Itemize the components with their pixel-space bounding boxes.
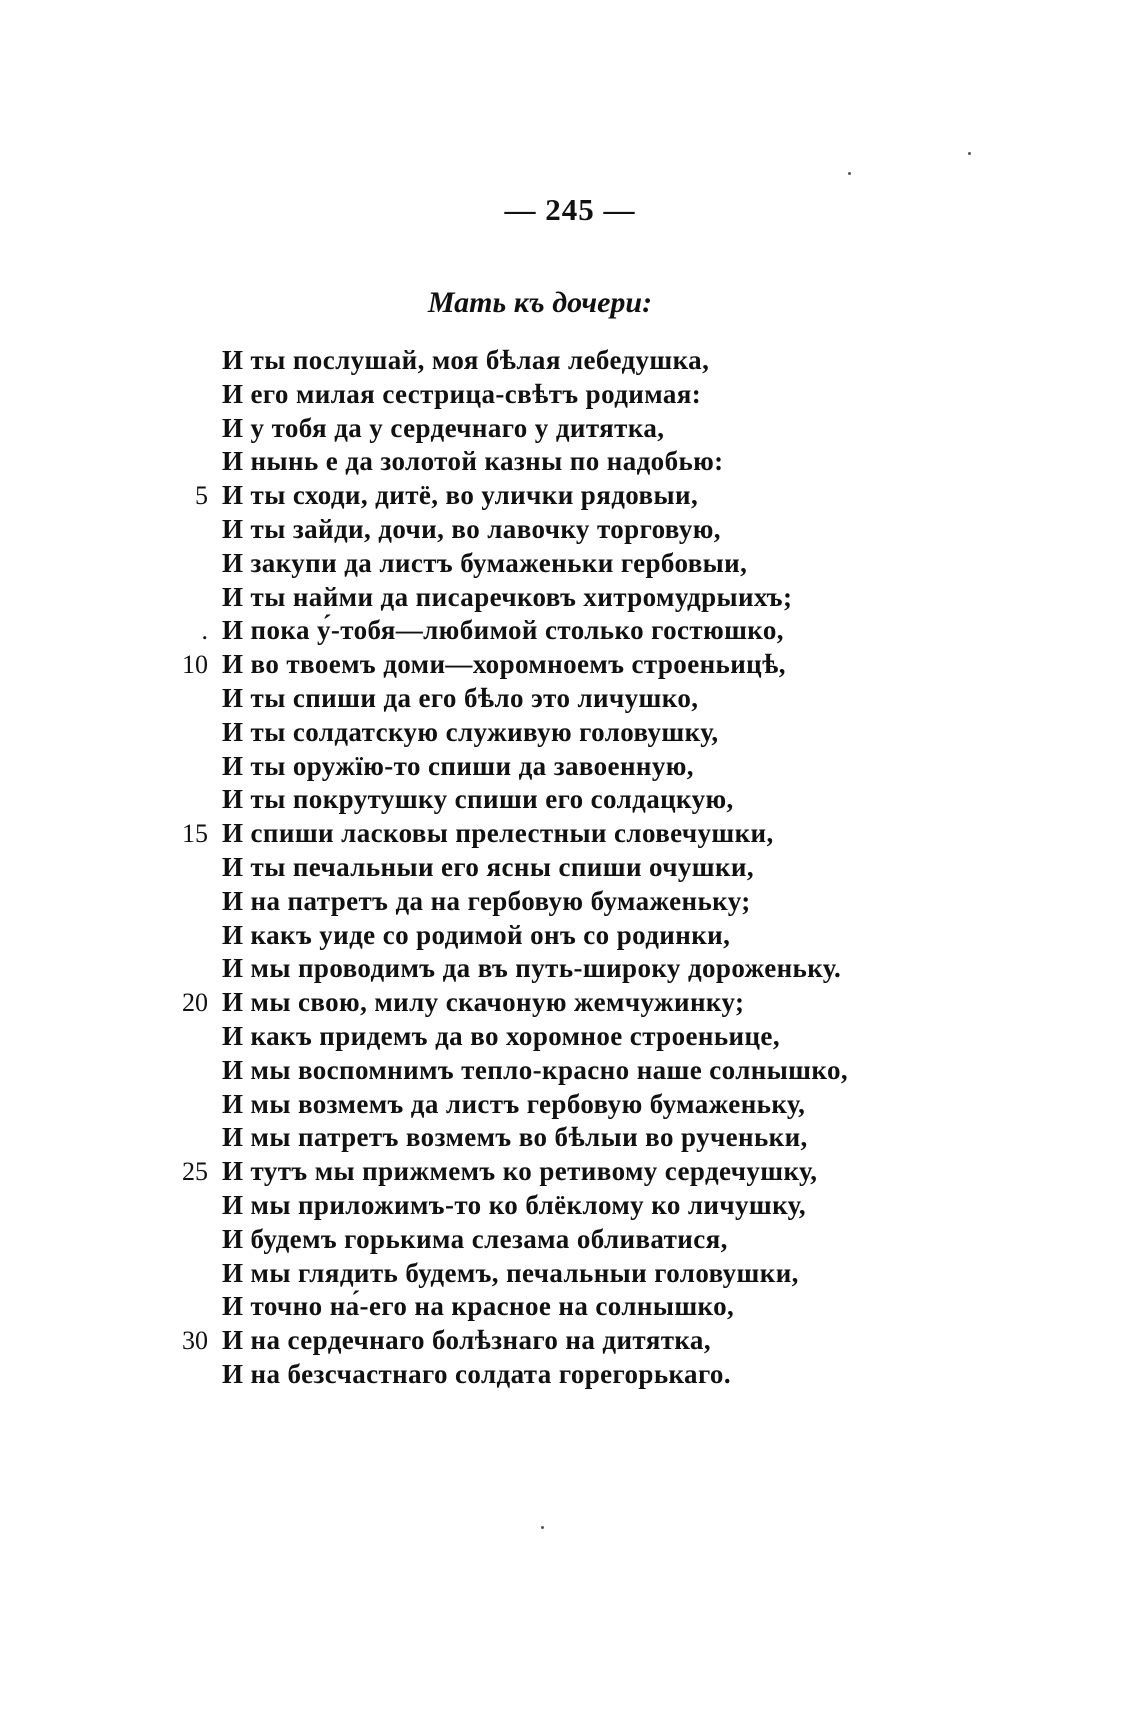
line-text: И тутъ мы прижмемъ ко ретивому сердечушку, xyxy=(222,1156,818,1187)
line-text: И мы глядить будемъ, печальныи головушки, xyxy=(222,1257,799,1288)
verse-line xyxy=(160,986,860,1020)
line-text: И нынь е да золотой казны по надобью: xyxy=(222,446,724,477)
line-text: И ты солдатскую служивую головушку, xyxy=(222,716,719,747)
line-text: И закупи да листъ бумаженьки гербовыи, xyxy=(222,547,748,578)
verse-line xyxy=(160,547,860,581)
verse-line xyxy=(160,513,860,547)
line-text: И на сердечнаго болѣзнаго на дитятка, xyxy=(222,1325,711,1356)
verse-line xyxy=(160,648,860,682)
line-text: И мы свою, милу скачоную жемчужинку; xyxy=(222,987,745,1018)
verse-line xyxy=(160,1358,860,1392)
verse-line xyxy=(160,344,860,378)
verse-line xyxy=(160,817,860,851)
verse-line xyxy=(160,445,860,479)
line-text: И его милая сестрица-свѣтъ родимая: xyxy=(222,378,702,409)
line-text: И мы проводимъ да въ путь-широку дороженьку. xyxy=(222,953,842,984)
verse-line xyxy=(160,614,860,648)
line-text: И на безсчастнаго солдата горегорькаго. xyxy=(222,1358,731,1389)
verse-line xyxy=(160,1290,860,1324)
verse-line xyxy=(160,378,860,412)
scan-speck xyxy=(541,1526,544,1529)
verse-lines xyxy=(160,344,860,1392)
line-text: И ты покрутушку спиши его солдацкую, xyxy=(222,784,734,815)
verse-line xyxy=(160,783,860,817)
line-text: И ты найми да писаречковъ хитромудрыихъ; xyxy=(222,581,793,612)
verse-line xyxy=(160,1223,860,1257)
verse-line xyxy=(160,1088,860,1122)
page-number: — 245 — xyxy=(504,192,636,227)
line-number: 30 xyxy=(182,1326,208,1356)
verse-line xyxy=(160,851,860,885)
line-text: И точно на́-его на красное на солнышко, xyxy=(222,1291,735,1322)
line-number: 10 xyxy=(182,650,208,680)
line-text: И ты оружїю-то спиши да завоенную, xyxy=(222,750,694,781)
verse-line xyxy=(160,479,860,513)
verse-line xyxy=(160,1155,860,1189)
line-text: И мы возмемъ да листъ гербовую бумаженьку, xyxy=(222,1088,806,1119)
verse-line xyxy=(160,885,860,919)
verse-line xyxy=(160,919,860,953)
line-number: 15 xyxy=(182,819,208,849)
line-text: И на патретъ да на гербовую бумаженьку; xyxy=(222,885,751,916)
verse-line xyxy=(160,412,860,446)
verse-line xyxy=(160,1189,860,1223)
verse-line xyxy=(160,716,860,750)
verse-line xyxy=(160,1054,860,1088)
line-text: И ты сходи, дитё, во улички рядовыи, xyxy=(222,480,699,511)
line-text: И будемъ горькима слезама обливатися, xyxy=(222,1223,728,1254)
line-text: И ты печальныи его ясны спиши очушки, xyxy=(222,851,755,882)
poem-heading: Мать къ дочери: xyxy=(427,286,653,319)
verse-line xyxy=(160,1121,860,1155)
line-text: И спиши ласковы прелестныи словечушки, xyxy=(222,818,774,849)
verse-line xyxy=(160,1257,860,1291)
line-text: И мы воспомнимъ тепло-красно наше солнышко, xyxy=(222,1054,849,1085)
verse-line xyxy=(160,750,860,784)
verse-line xyxy=(160,1324,860,1358)
verse-line xyxy=(160,952,860,986)
verse-line xyxy=(160,1020,860,1054)
line-text: И ты послушай, моя бѣлая лебедушка, xyxy=(222,345,710,375)
line-text: И во твоемъ доми—хоромноемъ строеньицѣ, xyxy=(222,649,786,680)
line-text: И какъ уиде со родимой онъ со родинки, xyxy=(222,919,731,950)
line-text: И мы патретъ возмемъ во бѣлыи во рученьки, xyxy=(222,1122,808,1153)
line-text: И ты зайди, дочи, во лавочку торговую, xyxy=(222,513,721,544)
line-number: . xyxy=(201,616,208,646)
line-number: 20 xyxy=(182,988,208,1018)
line-text: И какъ придемъ да во хоромное строеньице, xyxy=(222,1020,780,1051)
line-text: И мы приложимъ-то ко блёклому ко личушку, xyxy=(222,1189,807,1220)
scan-speck xyxy=(968,152,971,155)
line-text: И ты спиши да его бѣло это личушко, xyxy=(222,682,699,713)
verse-line xyxy=(160,581,860,615)
line-text: И пока у́-тобя—любимой столько гостюшко, xyxy=(222,615,784,646)
line-number: 5 xyxy=(195,481,208,511)
scan-speck xyxy=(848,172,851,175)
line-text: И у тобя да у сердечнаго у дитятка, xyxy=(222,412,665,443)
line-number: 25 xyxy=(182,1157,208,1187)
verse-line xyxy=(160,682,860,716)
